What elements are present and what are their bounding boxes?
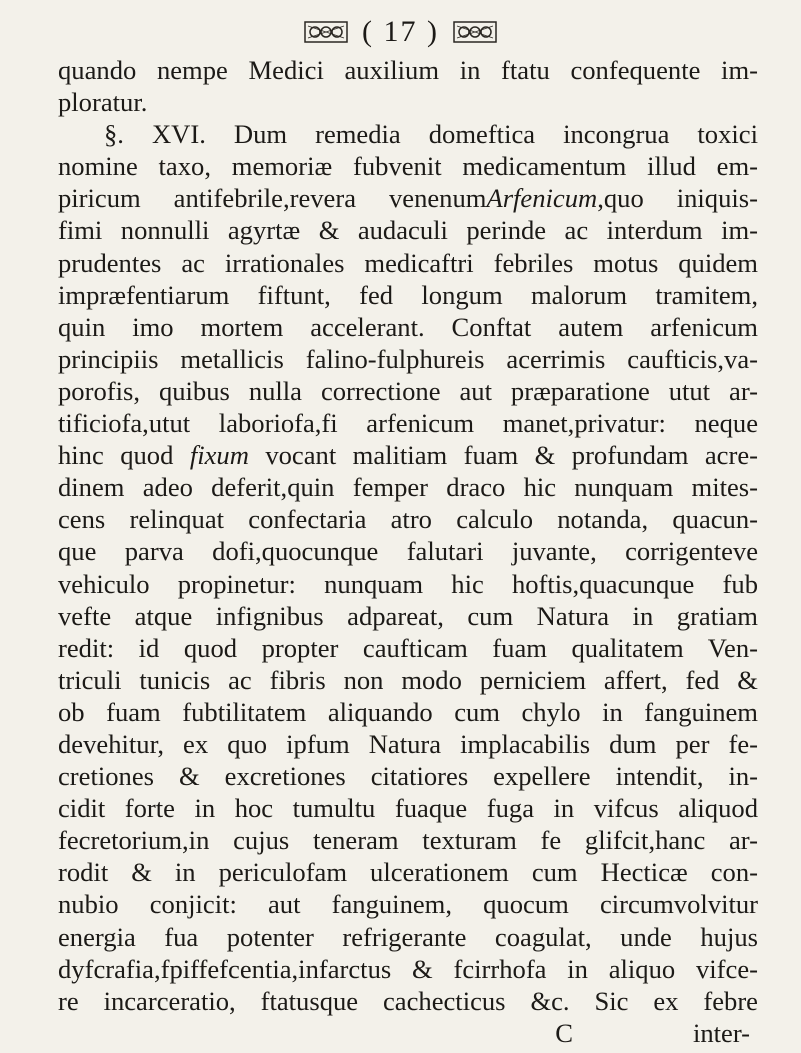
text-line: triculi tunicis ac fibris non modo perniciem affert, fed & [58,664,758,695]
page-number: ( 17 ) [362,15,439,48]
text-line: dyfcrafia,fpiffefcentia,infarctus & fcirrhofa in aliquo vifce- [58,953,758,984]
text-line: nomine taxo, memoriæ fubvenit medicamentum illud em- [58,151,758,182]
text-segment: ,quo iniquis- [597,183,758,214]
text-line: ploratur. [58,87,148,118]
page-header [0,14,801,50]
text-segment: hinc quod [58,440,174,471]
catch-line [58,1017,758,1049]
text-segment: piricum antifebrile,revera venenum [58,183,487,214]
text-line: ob fuam fubtilitatem aliquando cum chylo in fanguinem [58,696,758,727]
text-line: impræfentiarum fiftunt, fed longum malorum tramitem, [58,279,758,310]
text-line: vefte atque infignibus adpareat, cum Natura in gratiam [58,600,758,631]
text-line: prudentes ac irrationales medicaftri febriles motus quidem [58,247,758,278]
text-line: cens relinquat confectaria atro calculo notanda, quacun- [58,504,758,535]
text-segment: vocant malitiam fuam & profundam acre- [248,440,758,471]
italic-term: fixum [189,440,249,471]
text-line: porofis, quibus nulla correctione aut præparatione utut ar- [58,375,758,406]
italic-term: Arfenicum [486,183,598,214]
text-line: fecretorium,in cujus teneram texturam fe glifcit,hanc ar- [58,825,758,856]
text-line: devehitur, ex quo ipfum Natura implacabilis dum per fe- [58,728,758,759]
text-line: energia fua potenter refrigerante coagulat, unde hujus [58,921,758,952]
right-ornament-icon [453,20,497,44]
text-line: re incarceratio, ftatusque cachecticus &c. Sic ex febre [58,985,758,1016]
text-line: fimi nonnulli agyrtæ & audaculi perinde ac interdum im- [58,215,758,246]
text-line: que parva dofi,quocunque falutari juvante, corrigenteve [58,536,758,567]
left-ornament-icon [304,20,348,44]
text-line: vehiculo propinetur: nunquam hic hoftis,quacunque fub [58,568,758,599]
text-line: principiis metallicis falino-fulphureis acerrimis caufticis,va- [58,343,758,374]
text-line [58,439,758,471]
text-line: quando nempe Medici auxilium in ftatu confequente im- [58,55,758,85]
text-line: nubio conjicit: aut fanguinem, quocum circumvolvitur [58,889,758,920]
section-heading-line: §. XVI. Dum remedia domeftica incongrua toxici [104,119,758,150]
catchword: inter- [692,1017,750,1048]
text-line: redit: id quod propter caufticam fuam qualitatem Ven- [58,632,758,663]
text-line: rodit & in periculofam ulcerationem cum Hecticæ con- [58,857,758,888]
body-text [58,54,758,1049]
text-line [58,182,758,214]
text-line: cretiones & excretiones citatiores expellere intendit, in- [58,761,758,792]
text-line: tificiofa,utut laboriofa,fi arfenicum manet,privatur: neque [58,408,758,439]
text-line: quin imo mortem accelerant. Conftat autem arfenicum [58,311,758,342]
text-line: cidit forte in hoc tumultu fuaque fuga in vifcus aliquod [58,793,758,824]
text-line: dinem adeo deferit,quin femper draco hic nunquam mites- [58,472,758,503]
signature-mark: C [555,1017,573,1048]
